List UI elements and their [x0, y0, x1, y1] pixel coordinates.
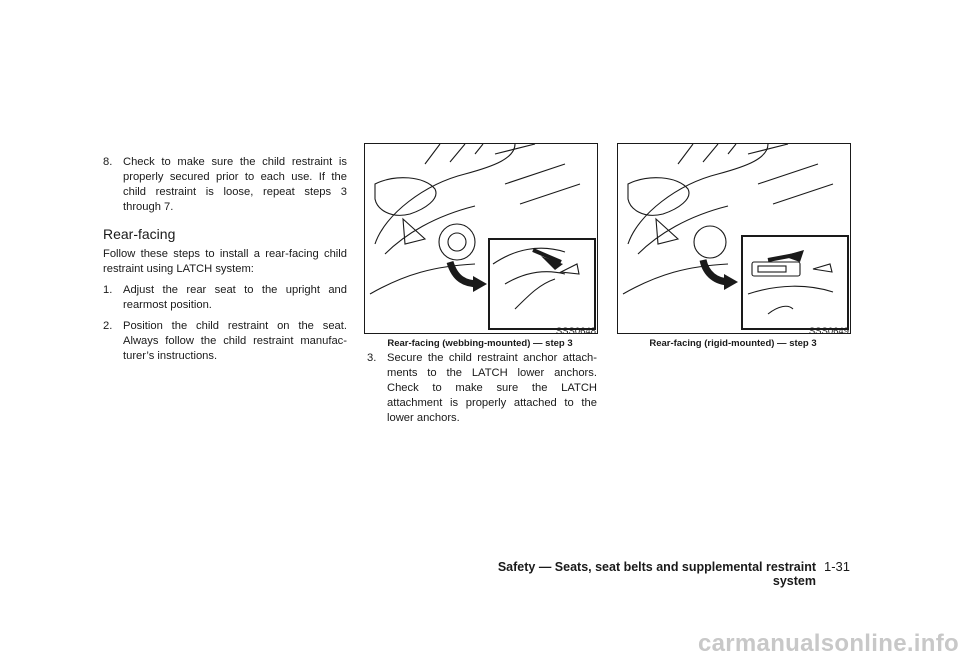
step-1: [103, 283, 347, 313]
child-seat-illustration: [618, 144, 850, 333]
step-text: Adjust the rear seat to the upright and rearmost position.: [123, 284, 347, 311]
step-3: [367, 351, 597, 426]
step-number: 1.: [103, 284, 113, 296]
step-text: Position the child restraint on the seat. Always follow the child restraint manufac-turer’s instructions.: [123, 320, 347, 362]
step-text: Check to make sure the child restraint is properly secured prior to each use. If the child restraint is loose, repeat steps 3 through 7.: [123, 156, 347, 213]
step-8: [103, 155, 347, 215]
step-number: 3.: [367, 352, 377, 364]
step-number: 8.: [103, 156, 113, 168]
step-number: 2.: [103, 320, 113, 332]
figure-rigid-mounted: [617, 143, 851, 334]
figure-caption: Rear-facing (webbing-mounted) — step 3: [387, 338, 573, 349]
figure-code: SSS0649: [808, 326, 849, 337]
step-2: [103, 319, 347, 364]
child-seat-illustration: [365, 144, 597, 333]
watermark: carmanualsonline.info: [697, 630, 959, 657]
page-number: 1-31: [824, 559, 851, 574]
figure-code: SSS0648: [555, 326, 596, 337]
step-text: Secure the child restraint anchor attach-ments to the LATCH lower anchors. Check to make sure the LATCH attachment is properly attached to the lower anchors.: [387, 352, 597, 424]
figure-webbing-mounted: [364, 143, 598, 334]
left-column: [103, 155, 347, 364]
section-heading: Rear-facing: [103, 226, 176, 242]
intro-paragraph: Follow these steps to install a rear-facing child restraint using LATCH system:: [103, 248, 347, 275]
footer-section-title: Safety — Seats, seat belts and supplemental restraint system: [497, 560, 816, 588]
middle-column: [367, 351, 597, 426]
figure-caption: Rear-facing (rigid-mounted) — step 3: [649, 338, 817, 349]
